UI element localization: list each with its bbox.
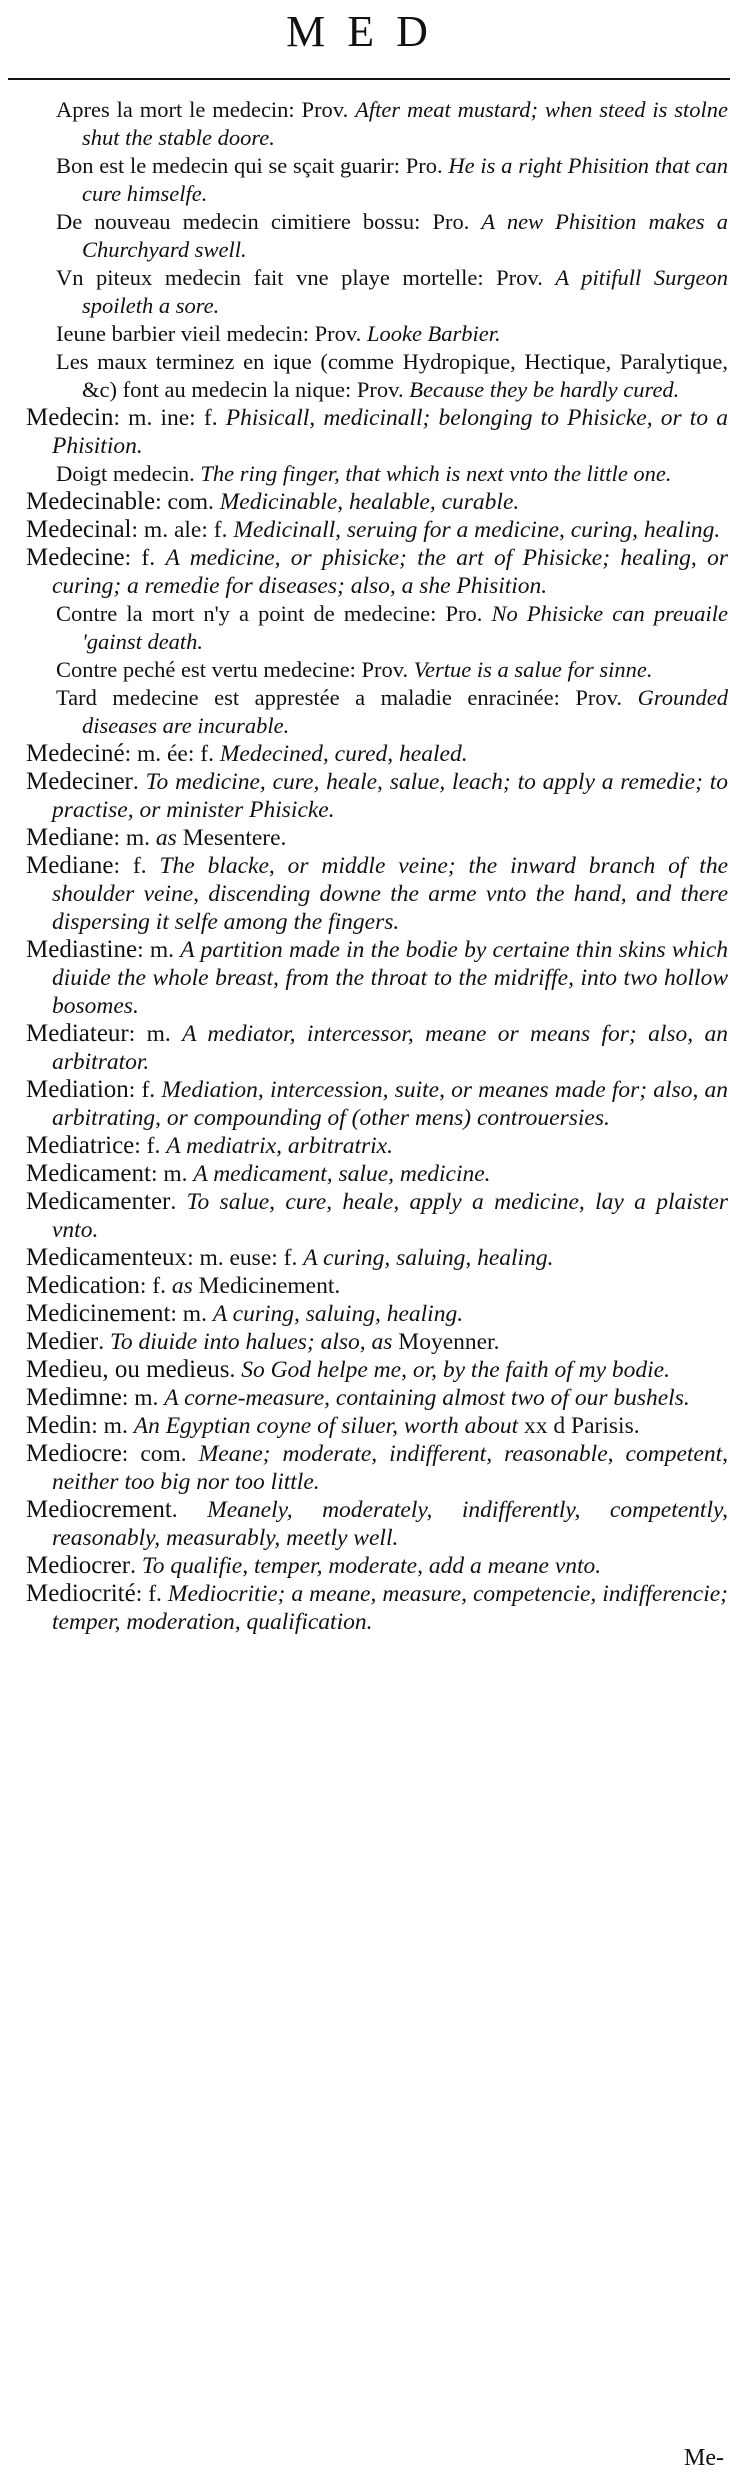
french-text: : m. xyxy=(91,1413,134,1439)
french-text: : m. ale: f. xyxy=(131,517,234,543)
english-gloss: An Egyptian coyne of siluer, worth about xyxy=(133,1413,519,1439)
dictionary-entry xyxy=(26,1188,728,1244)
french-text: : m. ine: f. xyxy=(113,405,226,431)
english-gloss: Mediocritie; a meane, measure, competencie, indifferencie; temper, moderation, qualification. xyxy=(52,1581,728,1635)
dictionary-entry xyxy=(26,1272,728,1300)
english-gloss: No Phisicke can preuaile 'gainst death. xyxy=(82,601,728,654)
headword: Medieu, ou medieus xyxy=(26,1356,230,1383)
english-gloss: A mediator, intercessor, meane or means for; also, an arbitrator. xyxy=(52,1021,728,1075)
dictionary-entry xyxy=(26,1412,728,1440)
french-text: Doigt medecin. xyxy=(56,461,201,486)
english-gloss: Vertue is a salue for sinne. xyxy=(413,657,653,682)
english-gloss: He is a right Phisition that can cure himselfe. xyxy=(82,153,728,206)
french-text: : f. xyxy=(124,545,166,571)
headword: Medecin xyxy=(26,404,114,431)
headword: Mediane xyxy=(26,824,114,851)
headword: Mediocrité xyxy=(26,1580,136,1607)
french-text: Ieune barbier vieil medecin: Prov. xyxy=(56,321,367,346)
english-gloss: The blacke, or middle veine; the inward branch of the shoulder veine, discending downe the arme vnto the hand, and there dispersing it selfe among the fingers. xyxy=(52,853,728,935)
headword: Medication xyxy=(26,1272,140,1299)
french-reference: xx d Parisis. xyxy=(518,1413,640,1439)
dictionary-entry xyxy=(26,824,728,852)
dictionary-entry xyxy=(26,1244,728,1272)
english-gloss: Grounded diseases are incurable. xyxy=(82,685,728,738)
dictionary-entry xyxy=(26,1160,728,1188)
english-gloss: Phisicall, medicinall; belonging to Phisicke, or to a Phisition. xyxy=(52,405,728,459)
english-gloss: A new Phisition makes a Churchyard swell. xyxy=(82,209,728,262)
headword: Medecinal xyxy=(26,516,132,543)
french-text: : m. xyxy=(128,1021,183,1047)
proverb-entry xyxy=(56,208,728,264)
proverb-entry xyxy=(56,320,728,348)
english-gloss: Looke Barbier. xyxy=(366,321,501,346)
french-text: : com. xyxy=(121,1441,199,1467)
headword: Mediane xyxy=(26,852,114,879)
headword: Mediastine xyxy=(26,936,138,963)
dictionary-entry xyxy=(26,1132,728,1160)
headword: Mediateur xyxy=(26,1020,129,1047)
headword: Mediocrement xyxy=(26,1496,172,1523)
catchword: Me- xyxy=(684,2445,724,2471)
headword: Medimne xyxy=(26,1384,122,1411)
french-reference: Mesentere. xyxy=(176,825,287,851)
english-gloss: A partition made in the bodie by certaine thin skins which diuide the whole breast, from the throat to the midriffe, into two hollow bosomes. xyxy=(52,937,728,1019)
dictionary-entry xyxy=(26,1580,728,1636)
french-text: : m. xyxy=(170,1301,213,1327)
english-gloss: After meat mustard; when steed is stolne shut the stable doore. xyxy=(82,97,728,150)
dictionary-entry xyxy=(26,1300,728,1328)
french-text: : m. xyxy=(137,937,181,963)
french-text: Les maux terminez en ique (comme Hydropique, Hectique, Paralytique, &c) font au medecin la nique: Prov. xyxy=(56,349,728,402)
french-text: . xyxy=(130,1553,142,1579)
english-gloss: So God helpe me, or, by the faith of my bodie. xyxy=(241,1357,670,1383)
english-gloss: A mediatrix, arbitratrix. xyxy=(166,1133,393,1159)
french-text: . xyxy=(170,1189,187,1215)
headword: Medicamenteux xyxy=(26,1244,188,1271)
headword: Mediatrice xyxy=(26,1132,135,1159)
headword: Medecinable xyxy=(26,488,156,515)
dictionary-entry xyxy=(26,1552,728,1580)
dictionary-entry xyxy=(26,544,728,600)
headword: Medin xyxy=(26,1412,92,1439)
english-gloss: To medicine, cure, heale, salue, leach; to apply a remedie; to practise, or minister Phisicke. xyxy=(52,769,728,823)
french-text: : f. xyxy=(134,1133,167,1159)
proverb-entry xyxy=(56,264,728,320)
english-gloss: A corne-measure, containing almost two of our bushels. xyxy=(164,1385,690,1411)
english-gloss: A medicament, salue, medicine. xyxy=(193,1161,491,1187)
french-reference: Medicinement. xyxy=(192,1273,341,1299)
dictionary-entry xyxy=(26,768,728,824)
english-gloss: Medecined, cured, healed. xyxy=(219,741,468,767)
french-text: Contre la mort n'y a point de medecine: Pro. xyxy=(56,601,492,626)
proverb-entry xyxy=(56,96,728,152)
english-gloss: A curing, saluing, healing. xyxy=(212,1301,464,1327)
dictionary-entry xyxy=(26,740,728,768)
french-text: : f. xyxy=(113,853,160,879)
proverb-entry xyxy=(56,152,728,208)
english-gloss: Mediation, intercession, suite, or meanes made for; also, an arbitrating, or compounding of (other mens) controuersies. xyxy=(52,1077,728,1131)
headword: Medeciné xyxy=(26,740,125,767)
french-text: Bon est le medecin qui se sçait guarir: Pro. xyxy=(56,153,449,178)
dictionary-entry xyxy=(26,1328,728,1356)
french-text: . xyxy=(98,1329,110,1355)
french-text: De nouveau medecin cimitiere bossu: Pro. xyxy=(56,209,482,234)
english-gloss: Meanely, moderately, indifferently, competently, reasonably, measurably, meetly well. xyxy=(52,1497,729,1551)
headword: Medecine xyxy=(26,544,125,571)
french-text: Tard medecine est apprestée a maladie enracinée: Prov. xyxy=(56,685,638,710)
french-text: : f. xyxy=(139,1273,172,1299)
english-gloss: A pitifull Surgeon spoileth a sore. xyxy=(82,265,728,318)
header-rule xyxy=(8,78,730,80)
english-gloss: The ring finger, that which is next vnto the little one. xyxy=(200,461,672,486)
english-gloss: To diuide into halues; also, as xyxy=(109,1329,393,1355)
english-gloss: A medicine, or phisicke; the art of Phisicke; healing, or curing; a remedie for diseases; also, a she Phisition. xyxy=(52,545,728,599)
proverb-entry xyxy=(56,348,728,404)
headword: Medicinement xyxy=(26,1300,171,1327)
dictionary-entry xyxy=(26,1020,728,1076)
page-header: MED xyxy=(286,7,450,56)
headword: Medicament xyxy=(26,1160,151,1187)
headword: Medeciner xyxy=(26,768,133,795)
headword: Mediocre xyxy=(26,1440,122,1467)
french-text: : m. ée: f. xyxy=(124,741,220,767)
proverb-entry xyxy=(56,460,728,488)
dictionary-entry xyxy=(26,1356,728,1384)
french-text: . xyxy=(132,769,146,795)
english-gloss: Medicinall, seruing for a medicine, curing, healing. xyxy=(233,517,721,543)
french-text: : f. xyxy=(128,1077,162,1103)
english-gloss: Because they be hardly cured. xyxy=(409,377,680,402)
french-text: : m. xyxy=(121,1385,165,1411)
french-text: : m. euse: f. xyxy=(187,1245,304,1271)
headword: Mediation xyxy=(26,1076,129,1103)
headword: Medier xyxy=(26,1328,99,1355)
french-text: Contre peché est vertu medecine: Prov. xyxy=(56,657,414,682)
dictionary-entry xyxy=(26,1496,728,1552)
headword: Mediocrer xyxy=(26,1552,131,1579)
english-gloss: Meane; moderate, indifferent, reasonable, competent, neither too big nor too little. xyxy=(52,1441,728,1495)
dictionary-entry xyxy=(26,1440,728,1496)
dictionary-entry xyxy=(26,488,728,516)
french-text: Vn piteux medecin fait vne playe mortelle: Prov. xyxy=(56,265,556,290)
french-text: . xyxy=(229,1357,242,1383)
french-text: : f. xyxy=(135,1581,168,1607)
headword: Medicamenter xyxy=(26,1188,171,1215)
dictionary-entry xyxy=(26,1384,728,1412)
dictionary-entry xyxy=(26,1076,728,1132)
entry-list xyxy=(0,96,736,1636)
proverb-entry xyxy=(56,656,728,684)
english-gloss: A curing, saluing, healing. xyxy=(303,1245,554,1271)
french-text: : m. xyxy=(150,1161,194,1187)
french-text: Apres la mort le medecin: Prov. xyxy=(56,97,356,122)
french-reference: Moyenner. xyxy=(392,1329,500,1355)
dictionary-entry xyxy=(26,516,728,544)
french-text: : com. xyxy=(155,489,220,515)
english-gloss: To salue, cure, heale, apply a medicine, lay a plaister vnto. xyxy=(52,1189,729,1243)
french-text: : m. xyxy=(113,825,156,851)
english-gloss: To qualifie, temper, moderate, add a meane vnto. xyxy=(141,1553,602,1579)
proverb-entry xyxy=(56,600,728,656)
dictionary-entry xyxy=(26,936,728,1020)
french-text: . xyxy=(171,1497,208,1523)
english-gloss: Medicinable, healable, curable. xyxy=(219,489,520,515)
proverb-entry xyxy=(56,684,728,740)
dictionary-entry xyxy=(26,404,728,460)
english-gloss: as xyxy=(155,825,177,851)
english-gloss: as xyxy=(171,1273,193,1299)
dictionary-entry xyxy=(26,852,728,936)
